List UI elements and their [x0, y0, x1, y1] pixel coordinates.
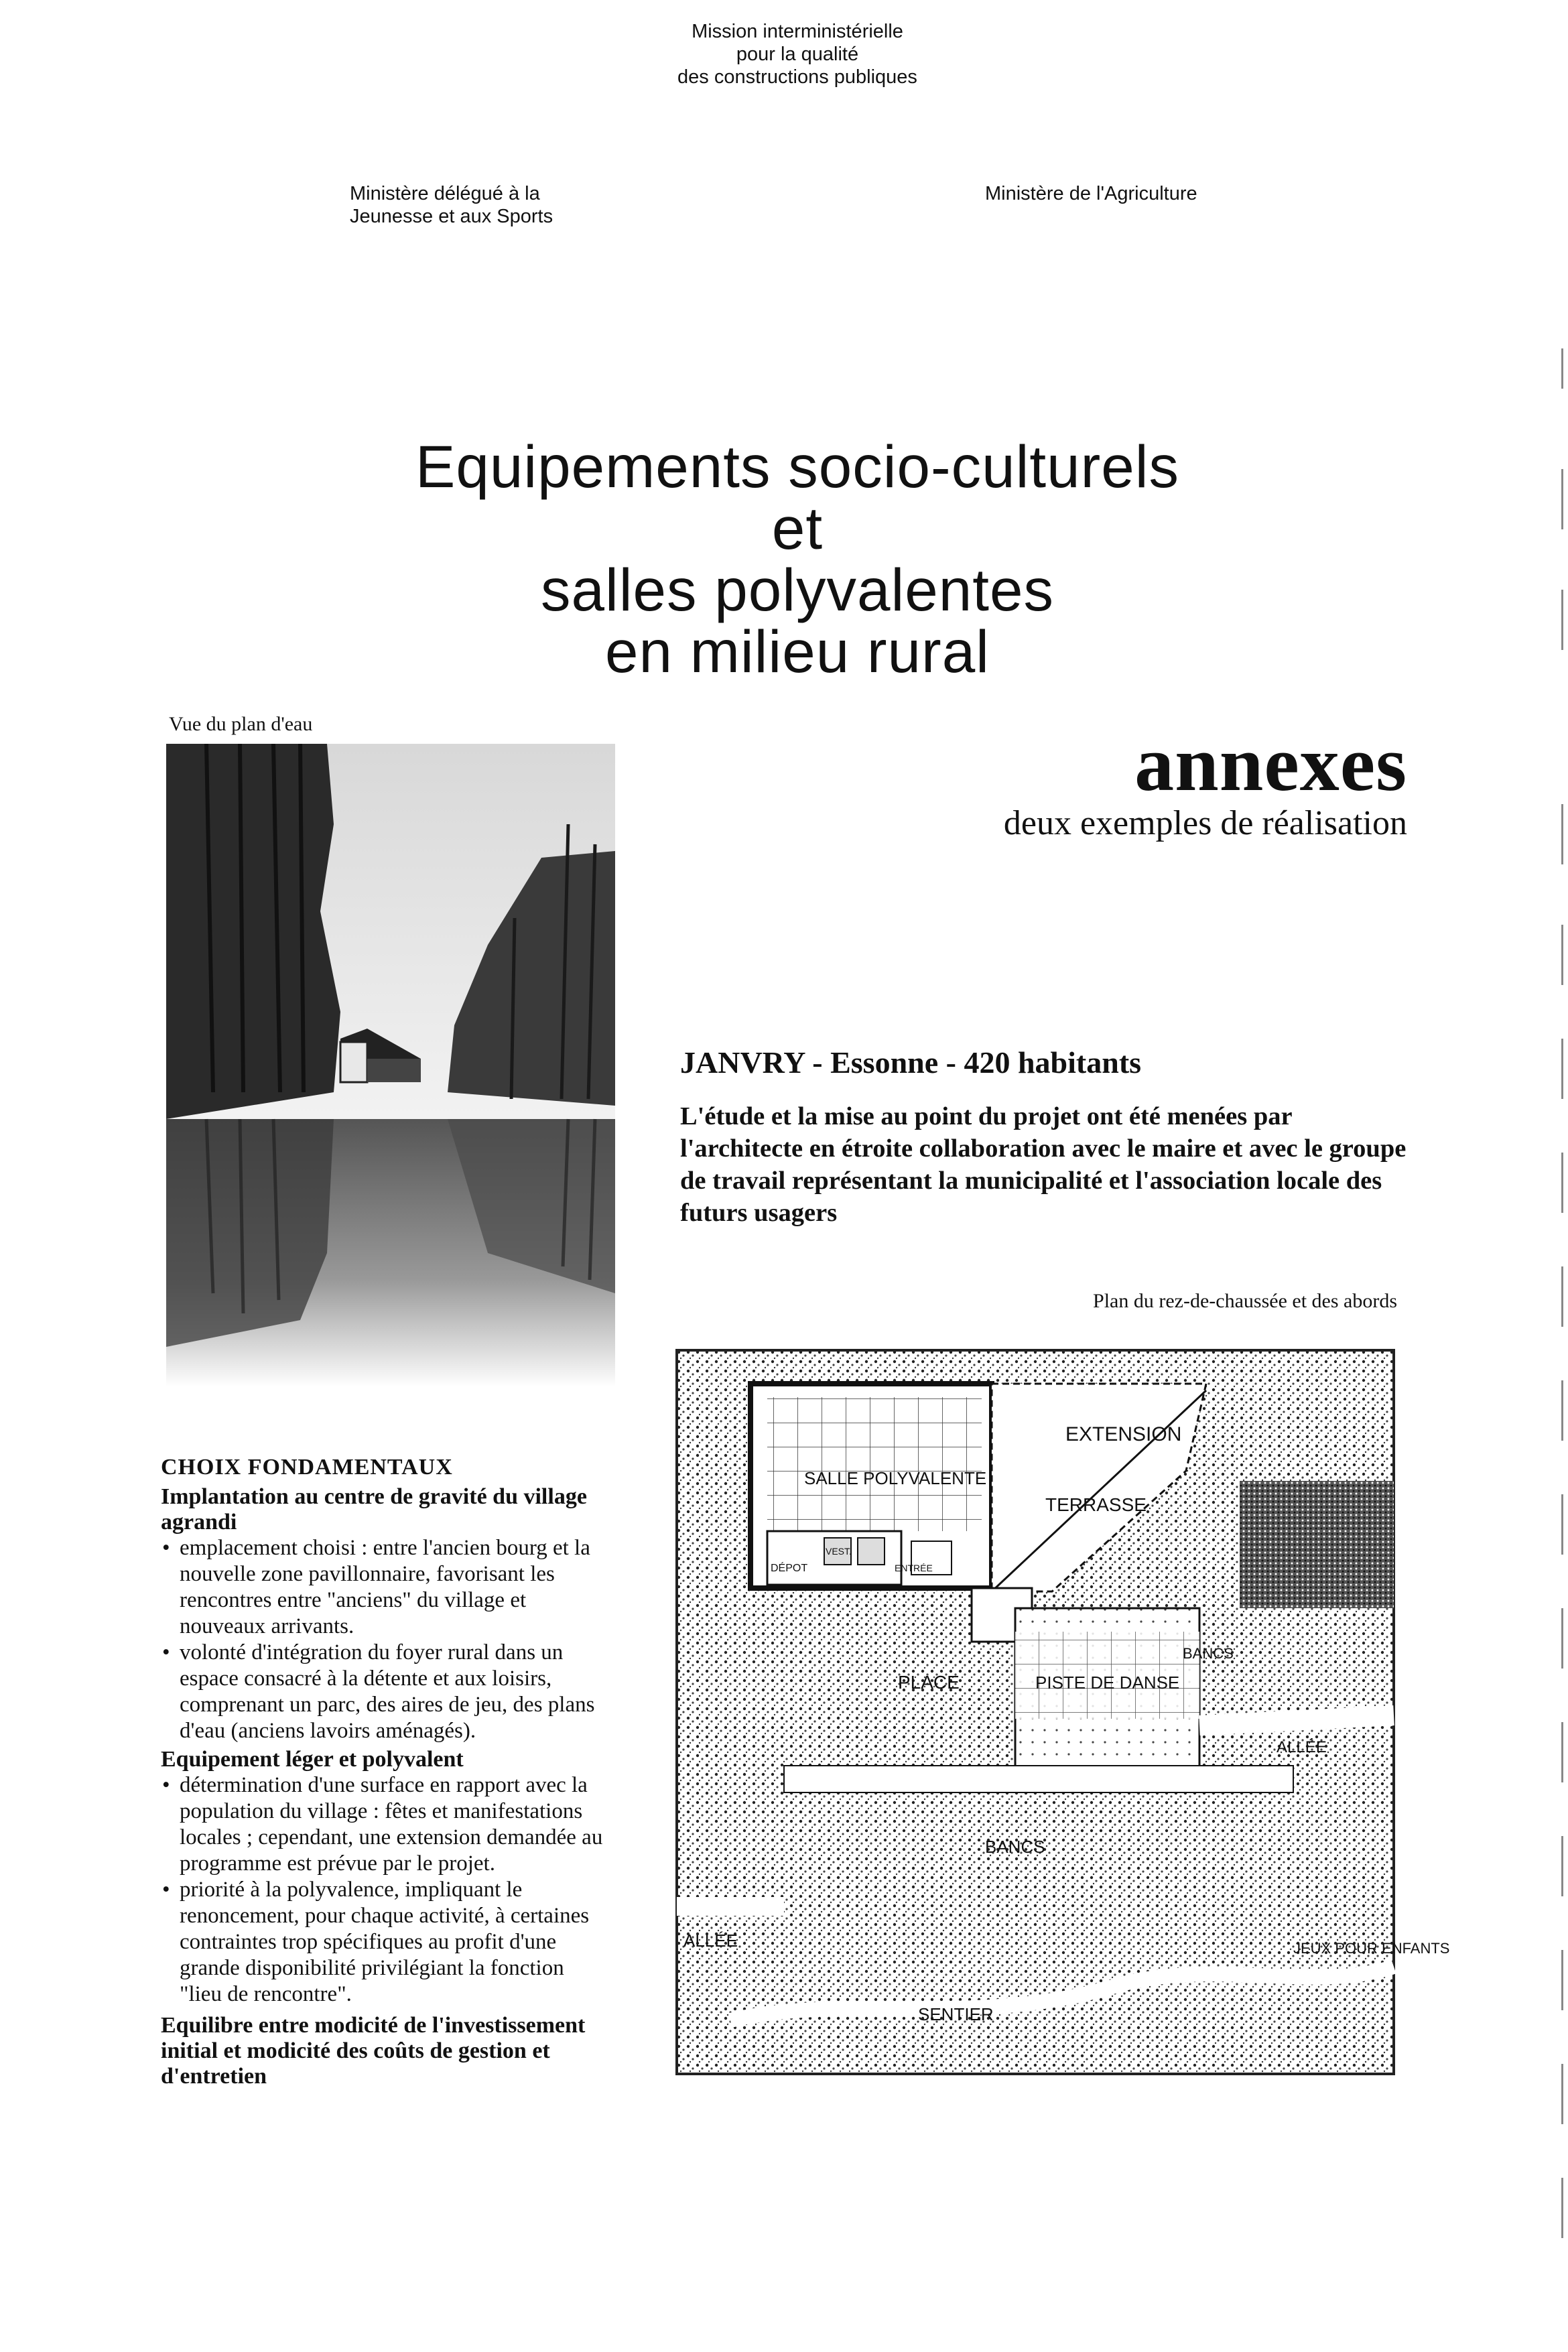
title-line: Equipements socio-culturels: [415, 433, 1180, 500]
plan-label-salle: SALLE POLYVALENTE: [804, 1468, 987, 1488]
annexes-title: annexes: [1134, 720, 1407, 807]
subsection-title: Equilibre entre modicité de l'investissement initial et modicité des coûts de gestion et d'entretien: [161, 2013, 586, 2089]
page-title: [288, 433, 1307, 685]
site-plan: [677, 1350, 1450, 2074]
plan-label-bancs-right: BANCS: [1183, 1645, 1234, 1662]
plan-caption: Plan du rez-de-chaussée et des abords: [1093, 1290, 1397, 1312]
subsection-title: Equipement léger et polyvalent: [161, 1747, 464, 1772]
project-heading: JANVRY - Essonne - 420 habitants: [680, 1045, 1142, 1080]
plan-label-place: PLACE: [898, 1672, 960, 1693]
plan-label-vestiaire: VEST.: [826, 1546, 852, 1557]
ministere-agriculture: Ministère de l'Agriculture: [985, 183, 1197, 204]
plan-label-terrasse: TERRASSE: [1045, 1494, 1147, 1515]
mission-line: pour la qualité: [736, 44, 859, 65]
title-line: en milieu rural: [605, 618, 990, 685]
bullet-list: [161, 1772, 603, 2008]
list-item: • volonté d'intégration du foyer rural dans un espace consacré à la détente et aux loisirs, comprenant un parc, des aires de jeu, des plans d'eau (anciens lavoirs aménagés).: [161, 1640, 603, 1744]
project-intro: L'étude et la mise au point du projet ont été menées par l'architecte en étroite collaboration avec le maire et avec le groupe de travail représentant la municipalité et l'association locale des futurs usagers: [680, 1102, 1407, 1227]
subsection-title: Implantation au centre de gravité du village agrandi: [161, 1484, 587, 1534]
plan-label-jeux: JEUX POUR ENFANTS: [1293, 1940, 1450, 1957]
mission-header: [590, 20, 1005, 88]
ministere-line: Jeunesse et aux Sports: [350, 206, 553, 227]
plan-label-bancs-bottom: BANCS: [985, 1837, 1045, 1857]
plan-label-sentier: SENTIER: [918, 2004, 994, 2024]
plan-label-allee-left: ALLÉE: [683, 1931, 738, 1951]
pond-photo: [166, 744, 615, 1387]
list-item: • emplacement choisi : entre l'ancien bourg et la nouvelle zone pavillonnaire, favorisant les rencontres entre "anciens" du village et nouveaux arrivants.: [161, 1535, 603, 1640]
plan-label-entree: ENTRÉE: [895, 1563, 933, 1573]
mission-line: Mission interministérielle: [692, 21, 903, 42]
list-item: • détermination d'une surface en rapport avec la population du village : fêtes et manifestations locales ; cependant, une extension demandée au programme est prévue par le projet.: [161, 1772, 603, 1877]
mission-line: des constructions publiques: [677, 66, 917, 88]
plan-label-piste: PISTE DE DANSE: [1035, 1673, 1180, 1693]
title-line: salles polyvalentes: [540, 556, 1055, 623]
ministere-line: Ministère délégué à la: [350, 183, 540, 204]
plan-label-allee-right: ALLÉE: [1277, 1738, 1327, 1756]
choix-fondamentaux: [161, 1454, 603, 2089]
section-heading: CHOIX FONDAMENTAUX: [161, 1455, 453, 1480]
plan-label-extension: EXTENSION: [1065, 1423, 1182, 1445]
ministere-jeunesse: [350, 182, 631, 228]
photo-caption: Vue du plan d'eau: [169, 713, 313, 735]
annexes-subtitle: deux exemples de réalisation: [1003, 804, 1407, 842]
plan-label-depot: DÉPOT: [771, 1563, 808, 1574]
list-item: • priorité à la polyvalence, impliquant le renoncement, pour chaque activité, à certaines contraintes trop spécifiques au profit d'une grande disponibilité privilégiant la fonction "lieu de rencontre".: [161, 1877, 603, 2008]
title-line: et: [771, 495, 824, 562]
bullet-list: [161, 1535, 603, 1744]
